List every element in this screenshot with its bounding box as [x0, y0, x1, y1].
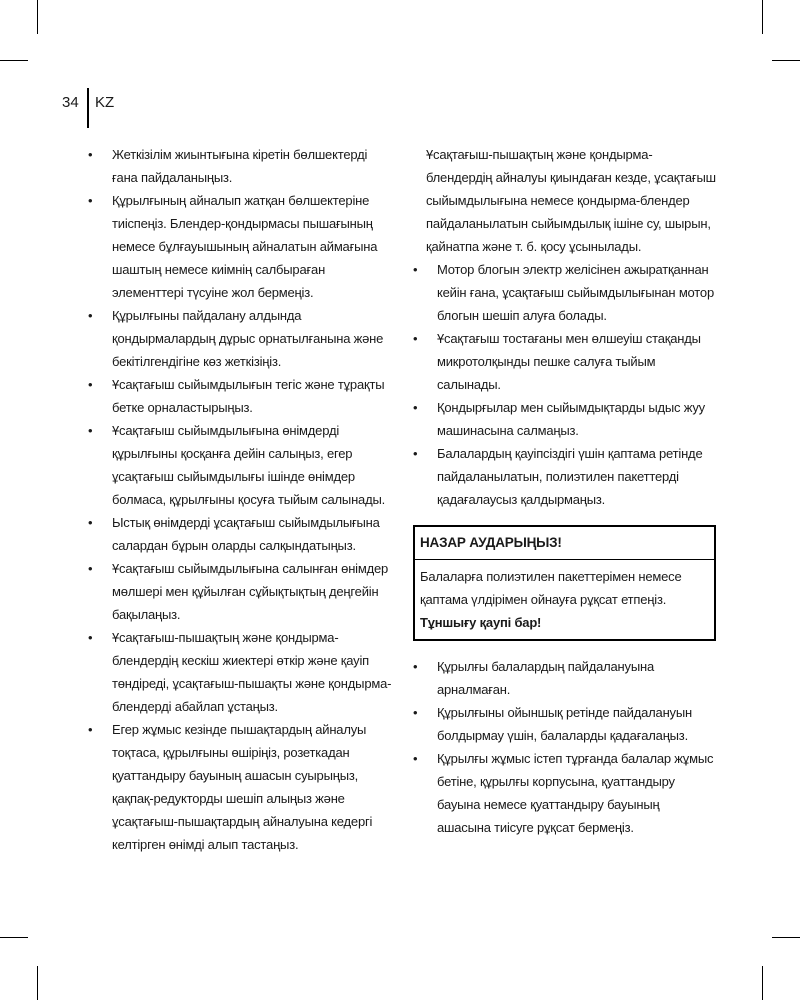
- warning-box: [413, 525, 716, 641]
- warning-text: [420, 565, 708, 634]
- language-code: KZ: [95, 94, 115, 111]
- list-item: • Құрылғы жұмыс істеп тұрғанда балалар жұмыс бетіне, құрылғы корпусына, қуаттандыру бауына немесе қуаттандыру бауының ашасына тиісуге рұқсат бермеңіз.: [413, 747, 716, 839]
- crop-mark: [0, 60, 28, 61]
- header-divider: [87, 88, 89, 128]
- warning-divider: [415, 559, 714, 560]
- safety-list: [88, 143, 392, 856]
- crop-mark: [772, 937, 800, 938]
- crop-mark: [0, 937, 28, 938]
- warning-title: НАЗАР АУДАРЫҢЫЗ!: [420, 535, 562, 550]
- crop-mark: [37, 966, 38, 1000]
- list-item: • Қондырғылар мен сыйымдықтарды ыдыс жуу машинасына салмаңыз.: [413, 396, 716, 442]
- child-safety-list: [413, 655, 716, 839]
- list-item: • Ұсақтағыш сыйымдылығын тегіс және тұрақты бетке орналастырыңыз.: [88, 373, 392, 419]
- list-item: • Ыстық өнімдерді ұсақтағыш сыйымдылығына салардан бұрын оларды салқындатыңыз.: [88, 511, 392, 557]
- warning-emphasis: Тұншығу қаупі бар!: [420, 615, 542, 630]
- list-item: • Ұсақтағыш тостағаны мен өлшеуіш стақанды микротолқынды пешке салуға тыйым салынады.: [413, 327, 716, 396]
- crop-mark: [762, 0, 763, 34]
- list-item: • Ұсақтағыш сыйымдылығына салынған өнімдер мөлшері мен құйылған сұйықтықтың деңгейін бақылаңыз.: [88, 557, 392, 626]
- list-item: • Құрылғының айналып жатқан бөлшектеріне тиіспеңіз. Блендер-қондырмасы пышағының немесе бұлғауышының айналатын аймағына шаштың немесе киімнің салбыраған элементтері түсуіне жол бермеңіз.: [88, 189, 392, 304]
- left-column: [88, 143, 392, 856]
- right-column: [413, 143, 716, 839]
- crop-mark: [762, 966, 763, 1000]
- list-item: • Мотор блогын электр желісінен ажыратқаннан кейін ғана, ұсақтағыш сыйымдылығынан мотор блогын шешіп алуға болады.: [413, 258, 716, 327]
- safety-list: [413, 258, 716, 511]
- crop-mark: [772, 60, 800, 61]
- list-item: • Құрылғыны пайдалану алдында қондырмалардың дұрыс орнатылғанына және бекітілгендігіне көз жеткізіңіз.: [88, 304, 392, 373]
- list-item: • Құрылғы балалардың пайдалануына арналмаған.: [413, 655, 716, 701]
- page-number: 34: [62, 94, 79, 111]
- list-item: • Ұсақтағыш-пышақтың және қондырма-блендердің кескіш жиектері өткір және қауіп төндіреді, ұсақтағыш-пышақты және қондырма-блендерді абайлап ұстаңыз.: [88, 626, 392, 718]
- continued-paragraph: Ұсақтағыш-пышақтың және қондырма-блендердің айналуы қиындаған кезде, ұсақтағыш сыйымдылығына немесе қондырма-блендер пайдаланылатын сыйымдылық ішіне су, шырын, қайнатпа және т. б. қосу ұсынылады.: [426, 147, 716, 254]
- crop-mark: [37, 0, 38, 34]
- warning-body: Балаларға полиэтилен пакеттерімен немесе қаптама үлдірімен ойнауға рұқсат етпеңіз.: [420, 569, 682, 607]
- list-item: • Құрылғыны ойыншық ретінде пайдалануын болдырмау үшін, балаларды қадағалаңыз.: [413, 701, 716, 747]
- list-item: • Жеткізілім жиынтығына кіретін бөлшектерді ғана пайдаланыңыз.: [88, 143, 392, 189]
- list-item: • Балалардың қауіпсіздігі үшін қаптама ретінде пайдаланылатын, полиэтилен пакеттерді қадағалаусыз қалдырмаңыз.: [413, 442, 716, 511]
- list-item: • Егер жұмыс кезінде пышақтардың айналуы тоқтаса, құрылғыны өшіріңіз, розеткадан қуаттандыру бауының ашасын суырыңыз, қақпақ-редукторды шешіп алыңыз және ұсақтағыш-пышақтардың айналуына кедергі келтірген өнімді алып тастаңыз.: [88, 718, 392, 856]
- list-item: • Ұсақтағыш сыйымдылығына өнімдерді құрылғыны қосқанға дейін салыңыз, егер ұсақтағыш сыйымдылығы ішінде өнімдер болмаса, құрылғыны қосуға тыйым салынады.: [88, 419, 392, 511]
